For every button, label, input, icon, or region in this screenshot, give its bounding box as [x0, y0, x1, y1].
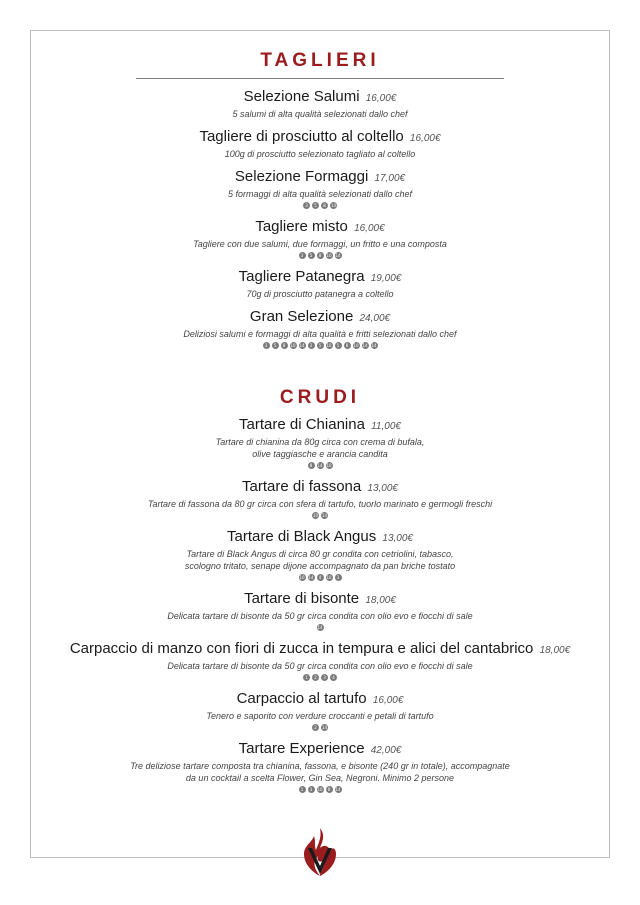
menu-item-description: olive taggiasche e arancia candita: [252, 449, 388, 459]
menu-item-description: da un cocktail a scelta Flower, Gin Sea, Negroni. Minimo 2 persone: [185, 773, 455, 783]
menu-item: [30, 217, 610, 260]
allergen-list: [30, 624, 610, 632]
menu-item-name: Carpaccio di manzo con fiori di zucca in tempura e alici del cantabrico: [69, 640, 534, 657]
allergen-badge: 10: [299, 575, 305, 580]
menu-item-heading: [30, 167, 610, 188]
allergen-list: [30, 202, 610, 210]
menu-item-name: Tartare di bisonte: [244, 590, 360, 607]
menu-item-name: Tagliere misto: [255, 218, 348, 235]
allergen-list: [30, 574, 610, 582]
allergen-badge: 1: [299, 786, 306, 793]
allergen-list: [30, 786, 610, 794]
allergen-badge: 5: [312, 202, 319, 209]
menu-item: [30, 127, 610, 160]
menu-item-name: Tartare di Chianina: [239, 416, 365, 433]
allergen-badge: 8: [344, 342, 351, 349]
menu-item-description: Tartare di fassona da 80 gr circa con sfera di tartufo, tuorlo marinato e germogli freschi: [147, 499, 493, 509]
allergen-badge: 10: [326, 253, 332, 258]
menu-item: [30, 477, 610, 520]
menu-item-price: 16,00€: [409, 133, 441, 144]
menu-item-heading: [30, 689, 610, 710]
section-title: TAGLIERI: [260, 50, 380, 71]
menu-item-name: Gran Selezione: [249, 308, 354, 325]
allergen-badge: 3: [308, 786, 315, 793]
menu-item-description: Delicata tartare di bisonte da 50 gr circa condita con olio evo e fiocchi di sale: [167, 611, 473, 621]
allergen-badge: 2: [312, 724, 319, 731]
allergen-badge: 10: [326, 575, 332, 580]
menu-item-heading: [30, 127, 610, 148]
allergen-badge: 14: [299, 343, 305, 348]
menu-item-name: Selezione Salumi: [243, 88, 360, 105]
allergen-badge: 14: [317, 463, 323, 468]
menu-item-description: Tagliere con due salumi, due formaggi, un fritto e una composta: [193, 239, 447, 249]
allergen-badge: 5: [317, 342, 324, 349]
menu-item-price: 24,00€: [359, 313, 391, 324]
allergen-badge: 14: [321, 513, 328, 518]
menu-item: [30, 267, 610, 300]
menu-item-description: 5 formaggi di alta qualità selezionati dallo chef: [227, 189, 413, 199]
menu-item-name: Tartare di Black Angus: [226, 528, 377, 545]
allergen-badge: 8: [321, 202, 328, 209]
allergen-badge: 8: [308, 462, 315, 469]
allergen-badge: 3: [303, 202, 310, 209]
allergen-badge: 3: [321, 674, 328, 681]
allergen-badge: 3: [335, 574, 342, 581]
allergen-list: [30, 462, 610, 470]
menu-item-name: Tartare Experience: [238, 740, 365, 757]
allergen-badge: 3: [263, 342, 270, 349]
allergen-badge: 5: [272, 342, 279, 349]
menu-item-name: Carpaccio al tartufo: [236, 690, 367, 707]
menu-item-price: 11,00€: [371, 421, 401, 432]
allergen-badge: 14: [335, 787, 341, 792]
menu-item-price: 16,00€: [372, 695, 404, 706]
menu-item: [30, 589, 610, 632]
menu-item-price: 13,00€: [367, 483, 398, 494]
menu-item-description: Tartare di chianina da 80g circa con crema di bufala,: [215, 437, 425, 447]
menu-item-description: Delicata tartare di bisonte da 50 gr circa condita con olio evo e fiocchi di sale: [167, 661, 473, 671]
menu-item: [30, 527, 610, 582]
allergen-badge: 14: [371, 343, 377, 348]
menu-item-name: Tagliere di prosciutto al coltello: [199, 128, 404, 145]
allergen-badge: 14: [308, 575, 314, 580]
menu-content: [30, 44, 610, 801]
allergen-badge: 10: [326, 343, 332, 348]
section-spacer: [30, 357, 610, 381]
allergen-badge: 4: [330, 674, 337, 681]
allergen-badge: 10: [326, 463, 332, 468]
allergen-badge: 8: [326, 786, 333, 793]
allergen-badge: 3: [299, 252, 306, 259]
menu-item-heading: [30, 267, 610, 288]
allergen-badge: 10: [317, 787, 323, 792]
menu-item: [30, 307, 610, 350]
menu-item-heading: [30, 639, 610, 660]
allergen-badge: 14: [321, 725, 328, 730]
allergen-badge: 10: [353, 343, 359, 348]
menu-item-description: Tenero e saporito con verdure croccanti e petali di tartufo: [206, 711, 434, 721]
flame-logo-icon: [300, 826, 340, 878]
menu-item-heading: [30, 477, 610, 498]
menu-item-description: Deliziosi salumi e formaggi di alta qualità e fritti selezionati dallo chef: [183, 329, 457, 339]
allergen-badge: 14: [317, 625, 323, 630]
menu-item-price: 18,00€: [539, 645, 571, 656]
menu-item-name: Selezione Formaggi: [234, 168, 369, 185]
menu-item-name: Tartare di fassona: [242, 478, 362, 495]
menu-item-heading: [30, 415, 610, 436]
menu-item-price: 42,00€: [370, 745, 402, 756]
menu-item-price: 16,00€: [365, 93, 397, 104]
allergen-list: [30, 724, 610, 732]
menu-item: [30, 689, 610, 732]
allergen-badge: 1: [303, 674, 310, 681]
allergen-badge: 10: [290, 343, 296, 348]
allergen-badge: 5: [308, 252, 315, 259]
allergen-list: [30, 674, 610, 682]
menu-item-heading: [30, 307, 610, 328]
menu-item-price: 17,00€: [374, 173, 406, 184]
allergen-badge: 4: [317, 574, 324, 581]
allergen-badge: 14: [335, 253, 341, 258]
menu-item: [30, 87, 610, 120]
menu-item-description: 5 salumi di alta qualità selezionati dallo chef: [232, 109, 408, 119]
menu-item-description: 70g di prosciutto patanegra a coltello: [246, 289, 394, 299]
menu-item-price: 13,00€: [382, 533, 413, 544]
allergen-badge: 3: [308, 342, 315, 349]
allergen-badge: 8: [317, 252, 324, 259]
menu-item-price: 18,00€: [365, 595, 396, 606]
section-title: CRUDI: [279, 387, 361, 408]
menu-item-description: Tre deliziose tartare composta tra chianina, fassona, e bisonte (240 gr in totale), accompagnate: [130, 761, 510, 771]
allergen-badge: 5: [335, 342, 342, 349]
menu-item-heading: [30, 527, 610, 548]
menu-item-name: Tagliere Patanegra: [238, 268, 365, 285]
menu-item-price: 19,00€: [370, 273, 402, 284]
menu-item: [30, 739, 610, 794]
allergen-list: [30, 252, 610, 260]
menu-item-heading: [30, 589, 610, 610]
menu-item: [30, 639, 610, 682]
menu-item-description: scologno tritato, senape dijone accompagnato da pan briche tostato: [184, 561, 456, 571]
menu-item-description: 100g di prosciutto selezionato tagliato al coltello: [224, 149, 416, 159]
allergen-list: [30, 512, 610, 520]
menu-item-description: Tartare di Black Angus di circa 80 gr condita con cetriolini, tabasco,: [186, 549, 454, 559]
allergen-badge: 2: [312, 674, 319, 681]
allergen-badge: 14: [330, 203, 337, 208]
menu-item: [30, 167, 610, 210]
allergen-badge: 8: [281, 342, 288, 349]
menu-item-heading: [30, 87, 610, 108]
allergen-list: [30, 342, 610, 350]
allergen-badge: 14: [362, 343, 368, 348]
menu-item-price: 16,00€: [354, 223, 385, 234]
menu-item-heading: [30, 739, 610, 760]
menu-item-heading: [30, 217, 610, 238]
allergen-badge: 10: [312, 513, 319, 518]
section-divider: [136, 78, 504, 79]
menu-item: [30, 415, 610, 470]
